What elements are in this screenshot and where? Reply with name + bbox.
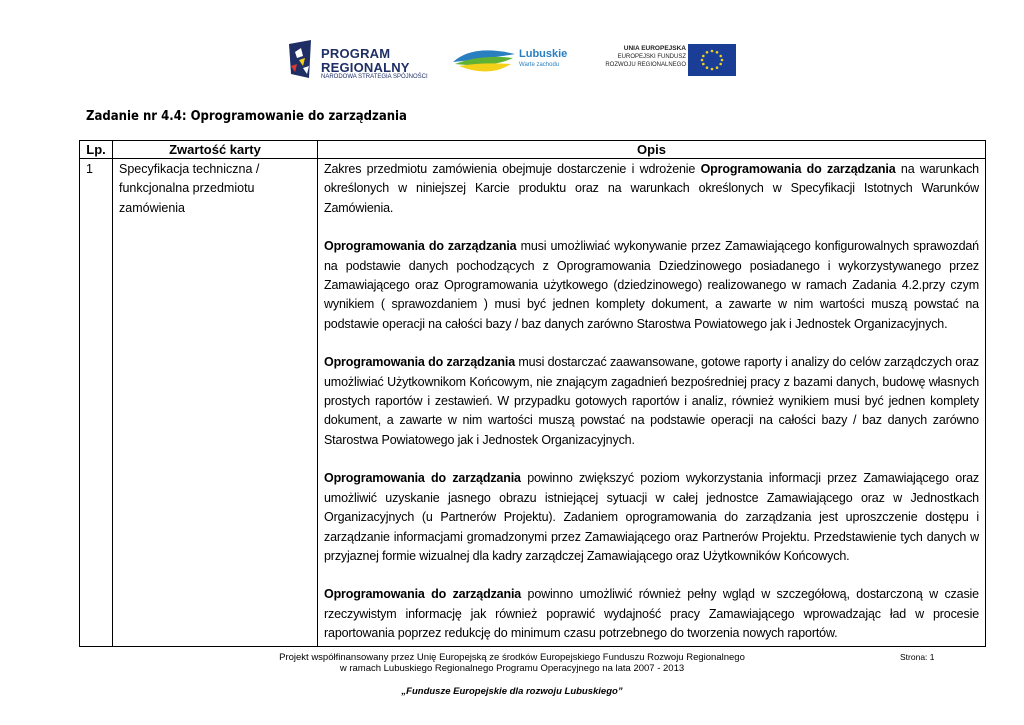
description-paragraph-5: Oprogramowania do zarządzania powinno umożliwić również pełny wgląd w szczegółową, dostarczoną w czasie rzeczywistym informację jak również poprawić wydajność pracy Zamawiającego wprowadzając ład w procesie raportowania poprzez redukcję do minimum czasu potrzebnego do tworzenia nowych raportów.	[324, 587, 979, 641]
program-line3: NARODOWA STRATEGIA SPÓJNOŚCI	[321, 74, 428, 80]
product-name: Oprogramowania do zarządzania	[324, 587, 522, 602]
product-name: Oprogramowania do zarządzania	[324, 239, 517, 254]
row-lp: 1	[80, 159, 113, 647]
eu-line1: UNIA EUROPEJSKA	[623, 45, 686, 52]
cofinancing-note	[0, 652, 1024, 674]
eu-line3: ROZWOJU REGIONALNEGO	[605, 62, 686, 68]
program-regionalny-logo	[285, 36, 435, 86]
row-description	[318, 159, 986, 647]
header-logos	[0, 36, 1024, 86]
product-name: Oprogramowania do zarządzania	[324, 471, 521, 486]
page-number: Strona: 1	[900, 652, 935, 662]
description-paragraph-1: Zakres przedmiotu zamówienia obejmuje dostarczenie i wdrożenie Oprogramowania do zarządzania na warunkach określonych w niniejszej Karcie produktu oraz na warunkach określonych w Specyfikacji Istotnych Warunków Zamówienia.	[324, 162, 979, 215]
footer-line2: w ramach Lubuskiego Regionalnego Programu Operacyjnego na lata 2007 - 2013	[339, 663, 685, 674]
description-paragraph-3: Oprogramowania do zarządzania musi dostarczać zaawansowane, gotowe raporty i analizy do celów zarządczych oraz umożliwiać Użytkownikom Końcowym, nie znającym zagadnień bezpośredniej pracy z bazami danych, budowę własnych prostych raportów i zestawień. W przypadku gotowych raportów i analiz, również wynikiem musi być jednen komplety dokument, a zawarte w nim wartości muszą powstać na podstawie operacji na całości bazy / baz danych zarówno Starostwa Powiatowego jak i Jednostek Organizacyjnych.	[324, 355, 979, 447]
footer-slogan: „Fundusze Europejskie dla rozwoju Lubuskiego”	[401, 686, 623, 697]
eu-fund-logo	[598, 36, 738, 86]
row-content: Specyfikacja techniczna / funkcjonalna przedmiotu zamówienia	[113, 159, 318, 647]
lubuskie-wave-icon	[453, 44, 515, 78]
page-title: Zadanie nr 4.4: Oprogramowanie do zarządzania	[86, 109, 407, 124]
program-line1: PROGRAM	[321, 46, 391, 61]
eu-flag-icon	[688, 44, 736, 76]
product-name: Oprogramowania do zarządzania	[700, 162, 896, 176]
header-desc: Opis	[318, 141, 986, 159]
program-regionalny-emblem-icon	[285, 38, 315, 82]
header-content: Zwartość karty	[113, 141, 318, 159]
product-card-table	[79, 140, 986, 647]
product-name: Oprogramowania do zarządzania	[324, 355, 515, 370]
program-line2: REGIONALNY	[321, 60, 410, 75]
lubuskie-logo	[453, 36, 573, 86]
lubuskie-name: Lubuskie	[519, 48, 568, 60]
eu-fund-text	[605, 45, 686, 69]
footer-line1: Projekt współfinansowany przez Unię Europejską ze środków Europejskiego Funduszu Rozwoju Regionalnego	[279, 652, 745, 663]
lubuskie-tagline: Warte zachodu	[519, 62, 560, 68]
description-paragraph-4: Oprogramowania do zarządzania powinno zwiększyć poziom wykorzystania informacji przez Zamawiającego oraz umożliwić uzyskanie jasnego obrazu istniejącej sytuacji w całej jednostce Zamawiającego oraz w Jednostkach Organizacyjnych (u Partnerów Projektu). Zadaniem oprogramowania do zarządzania jest uproszczenie dostępu i zarządzanie informacjami gromadzonymi przez Zamawiającego oraz Partnerów Projektu. Przedstawienie tych danych w przyjaznej formie wizualnej dla kadry zarządczej Zamawiającego oraz Użytkowników Końcowych.	[324, 471, 979, 563]
eu-line2: EUROPEJSKI FUNDUSZ	[617, 54, 686, 60]
table-row	[80, 159, 986, 647]
table-header-row	[80, 141, 986, 159]
description-paragraph-2: Oprogramowania do zarządzania musi umożliwiać wykonywanie przez Zamawiającego konfigurowalnych sprawozdań na podstawie danych pochodzących z Oprogramowania Dziedzinowego posiadanego i wykorzystywanego przez Zamawiającego oraz Oprogramowania użytkowego (dziedzinowego) realizowanego w ramach Zadania 4.2.przy czym wynikiem ( sprawozdaniem ) musi być jednen komplety dokument, a zawarte w nim wartości muszą powstać na podstawie operacji na całości bazy / baz danych zarówno Starostwa Powiatowego jak i Jednostek Organizacyjnych.	[324, 239, 979, 331]
header-lp: Lp.	[80, 141, 113, 159]
